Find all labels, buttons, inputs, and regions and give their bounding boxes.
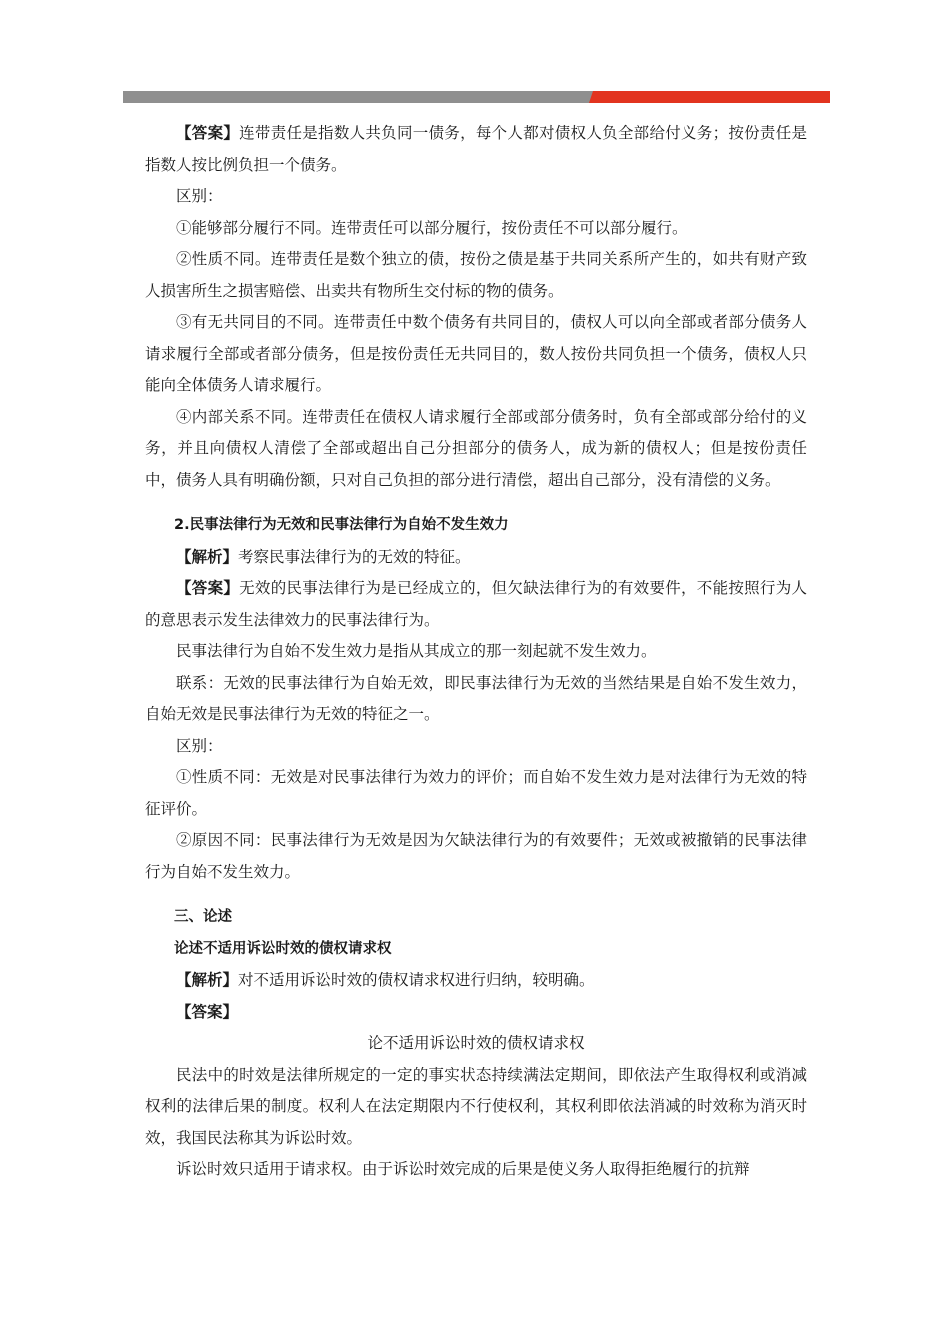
s3-essay-title: 论不适用诉讼时效的债权请求权 [367, 1034, 585, 1052]
analysis-text: 对不适用诉讼时效的债权请求权进行归纳，较明确。 [238, 971, 595, 989]
header-bar-gray [123, 91, 593, 103]
answer-tag: 【答案】 [176, 124, 240, 142]
s1-answer [145, 118, 807, 181]
s1-item-4: ④内部关系不同。连带责任在债权人请求履行全部或部分债务时，负有全部或部分给付的义务，并且向债权人清偿了全部或超出自己分担部分的债务人，成为新的债权人；但是按份责任中，债务人具有明确份额，只对自己负担的部分进行清偿，超出自己部分，没有清偿的义务。 [145, 407, 807, 489]
s3-para-1: 民法中的时效是法律所规定的一定的事实状态持续满法定期间，即依法产生取得权利或消减权利的法律后果的制度。权利人在法定期限内不行使权利，其权利即依法消减的时效称为消灭时效，我国民法称其为诉讼时效。 [145, 1065, 807, 1147]
s2-item-2: ②原因不同：民事法律行为无效是因为欠缺法律行为的有效要件；无效或被撤销的民事法律行为自始不发生效力。 [145, 831, 807, 881]
s1-diff-label: 区别： [176, 187, 223, 205]
s2-diff-label: 区别： [176, 736, 223, 755]
s3-question: 论述不适用诉讼时效的债权请求权 [174, 940, 392, 957]
document-body [145, 118, 807, 1186]
answer-text: 连带责任是指数人共负同一债务，每个人都对债权人负全部给付义务；按份责任是指数人按比例负担一个债务。 [145, 124, 807, 174]
s1-item-1: ①能够部分履行不同。连带责任可以部分履行，按份责任不可以部分履行。 [176, 218, 688, 237]
analysis-tag: 【解析】 [176, 971, 239, 989]
analysis-tag: 【解析】 [176, 547, 239, 566]
s2-title: 2.民事法律行为无效和民事法律行为自始不发生效力 [174, 517, 509, 533]
s2-analysis [145, 542, 807, 574]
s1-item-2: ②性质不同。连带责任是数个独立的债，按份之债是基于共同关系所产生的，如共有财产致人损害所生之损害赔偿、出卖共有物所生交付标的物的债务。 [145, 250, 807, 300]
spacer [145, 496, 807, 510]
s3-para-2: 诉讼时效只适用于请求权。由于诉讼时效完成的后果是使义务人取得拒绝履行的抗辩 [176, 1160, 750, 1178]
header-bar-red [589, 91, 830, 103]
s3-answer-tag [145, 997, 807, 1029]
answer-tag: 【答案】 [176, 579, 240, 597]
answer-text: 无效的民事法律行为是已经成立的，但欠缺法律行为的有效要件，不能按照行为人的意思表示发生法律效力的民事法律行为。 [145, 579, 807, 629]
s3-analysis [145, 965, 807, 997]
s2-item-1: ①性质不同：无效是对民事法律行为效力的评价；而自始不发生效力是对法律行为无效的特征评价。 [145, 768, 807, 818]
spacer [145, 888, 807, 902]
s2-para-2: 民事法律行为自始不发生效力是指从其成立的那一刻起就不发生效力。 [176, 642, 657, 660]
s2-para-3: 联系：无效的民事法律行为自始无效，即民事法律行为无效的当然结果是自始不发生效力，自始无效是民事法律行为无效的特征之一。 [145, 673, 807, 723]
s3-heading: 三、论述 [174, 909, 232, 925]
analysis-text: 考察民事法律行为的无效的特征。 [238, 547, 471, 566]
s2-answer [145, 573, 807, 636]
s1-item-3: ③有无共同目的不同。连带责任中数个债务有共同目的，债权人可以向全部或者部分债务人请求履行全部或者部分债务，但是按份责任无共同目的，数人按份共同负担一个债务，债权人只能向全体债务人请求履行。 [145, 313, 807, 394]
header-bar [123, 91, 830, 103]
answer-tag: 【答案】 [176, 1002, 239, 1021]
